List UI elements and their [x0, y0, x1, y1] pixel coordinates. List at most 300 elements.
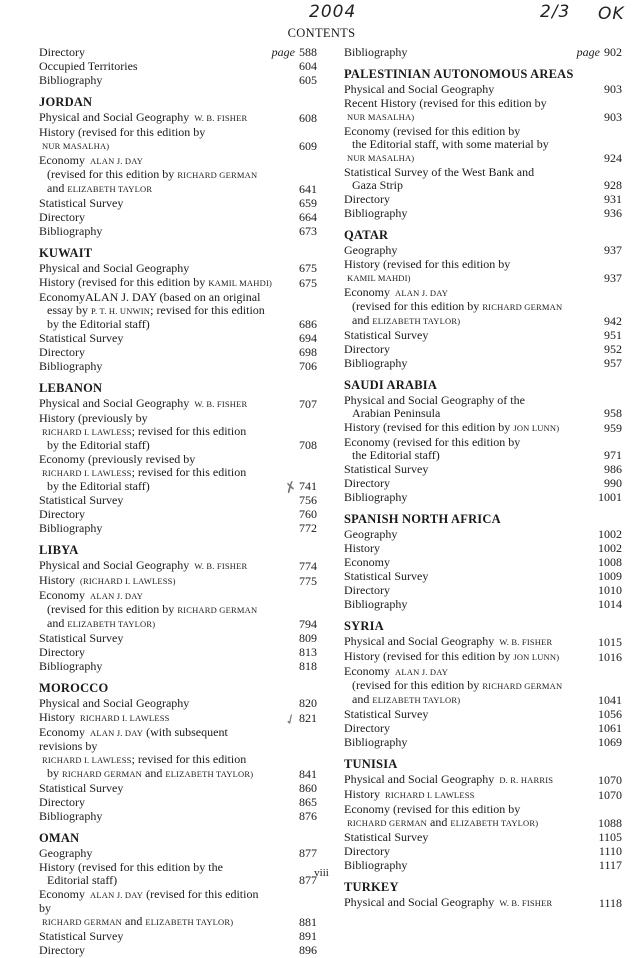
- page-number: [299, 112, 317, 125]
- page-number: [299, 439, 317, 452]
- entry-line: [344, 179, 578, 192]
- entry-text: Economy (revised for this edition by: [344, 802, 521, 816]
- country-heading: MOROCCO: [39, 681, 109, 695]
- entry-title: [344, 357, 578, 370]
- page-number: [299, 810, 317, 823]
- entry-line: [39, 154, 273, 168]
- entry-line: [344, 193, 578, 206]
- author-name: ELIZABETH TAYLOR): [165, 769, 254, 779]
- entry-title: [39, 660, 273, 673]
- entry-text: History (revised for this edition by: [344, 420, 514, 434]
- pencil-tick-mark-icon: ✓: [282, 710, 300, 730]
- entry-line: [344, 679, 578, 693]
- page-number: [299, 480, 317, 493]
- author-name: RICHARD I. LAWLESS: [42, 468, 132, 478]
- page-value: 756: [299, 493, 317, 507]
- entry-title: [344, 394, 578, 420]
- page-value: 952: [604, 342, 622, 356]
- page-number: [598, 736, 622, 749]
- entry-title: [344, 477, 578, 490]
- toc-entry[interactable]: [39, 225, 317, 238]
- entry-title: [344, 736, 578, 749]
- entry-title: [344, 896, 578, 910]
- entry-title: [39, 697, 273, 710]
- page-value: 1016: [598, 650, 622, 664]
- toc-entry[interactable]: [344, 556, 622, 569]
- toc-entry[interactable]: [39, 111, 317, 125]
- entry-text: Bibliography: [39, 224, 103, 238]
- page-value: 1056: [598, 707, 622, 721]
- entry-text: History (revised for this edition by: [39, 125, 206, 139]
- entry-line: [344, 477, 578, 490]
- entry-title: [344, 584, 578, 597]
- entry-text: Economy: [39, 153, 85, 167]
- entry-text: Bibliography: [344, 597, 408, 611]
- entry-text: History: [344, 787, 380, 801]
- entry-title: [39, 810, 273, 823]
- entry-title: [39, 796, 273, 809]
- entry-text: and: [122, 914, 146, 928]
- entry-line: [344, 773, 578, 787]
- entry-line: [344, 329, 578, 342]
- toc-entry[interactable]: [344, 665, 622, 707]
- country-heading: LEBANON: [39, 381, 103, 395]
- page-number: [598, 491, 622, 504]
- toc-entry[interactable]: [39, 646, 317, 659]
- entry-title: [39, 197, 273, 210]
- page-value: 860: [299, 781, 317, 795]
- page-number: [299, 660, 317, 673]
- entry-line: [39, 466, 273, 480]
- author-name: KAMIL MAHDI): [208, 278, 273, 288]
- entry-title: [344, 635, 578, 649]
- page-number: [299, 930, 317, 943]
- entry-text: Recent History (revised for this edition by: [344, 96, 547, 110]
- entry-line: [344, 97, 578, 110]
- page-value: 809: [299, 631, 317, 645]
- toc-entry[interactable]: [344, 788, 622, 802]
- author-name: ELIZABETH TAYLOR): [372, 316, 461, 326]
- entry-title: [344, 125, 578, 165]
- toc-entry[interactable]: [39, 211, 317, 224]
- page-value: 694: [299, 331, 317, 345]
- page-value: 891: [299, 929, 317, 943]
- entry-text: Bibliography: [39, 521, 103, 535]
- entry-text: Editorial staff): [47, 873, 118, 887]
- page-number: [599, 897, 622, 910]
- page-value: 818: [299, 659, 317, 673]
- entry-title: [39, 589, 273, 631]
- toc-entry[interactable]: [39, 508, 317, 521]
- entry-line: [39, 767, 273, 781]
- entry-title: [344, 207, 578, 220]
- contents-column-left: [39, 46, 317, 958]
- author-name: RICHARD GERMAN: [62, 769, 143, 779]
- toc-entry[interactable]: [39, 453, 317, 493]
- entry-text: Directory: [39, 943, 85, 957]
- page-number: [299, 782, 317, 795]
- toc-entry[interactable]: [344, 193, 622, 206]
- entry-title: [39, 276, 273, 290]
- toc-entry[interactable]: [344, 463, 622, 476]
- entry-text: Physical and Social Geography: [344, 895, 495, 909]
- entry-line: [344, 556, 578, 569]
- page-value: 865: [299, 795, 317, 809]
- toc-entry[interactable]: [344, 421, 622, 435]
- toc-entry[interactable]: [344, 708, 622, 721]
- entry-text: and: [427, 815, 451, 829]
- page-number: [272, 46, 317, 59]
- page-value: 1009: [598, 569, 622, 583]
- toc-entry[interactable]: [39, 197, 317, 210]
- page-value: 841: [299, 767, 317, 781]
- page-number: [299, 60, 317, 73]
- toc-entry[interactable]: [39, 154, 317, 196]
- author-name: ALAN J. DAY: [395, 288, 449, 298]
- toc-entry[interactable]: [39, 60, 317, 73]
- toc-entry[interactable]: [39, 291, 317, 331]
- page-value: 794: [299, 617, 317, 631]
- entry-title: [39, 847, 273, 860]
- page-value: 675: [299, 276, 317, 290]
- page-number: [598, 789, 622, 802]
- entry-line: [344, 803, 578, 816]
- author-name: JON LUNN): [513, 423, 560, 433]
- entry-text: Geography: [39, 846, 93, 860]
- toc-entry[interactable]: [39, 46, 317, 59]
- toc-entry[interactable]: [344, 803, 622, 830]
- toc-entry[interactable]: [344, 394, 622, 420]
- author-name: ALAN J. DAY: [90, 591, 144, 601]
- toc-entry[interactable]: [344, 598, 622, 611]
- entry-text: Economy: [39, 725, 85, 739]
- country-heading: TURKEY: [344, 880, 399, 894]
- entry-text: Statistical Survey: [344, 569, 429, 583]
- entry-title: [344, 83, 578, 96]
- toc-entry[interactable]: [39, 559, 317, 573]
- toc-entry[interactable]: [39, 412, 317, 452]
- toc-entry[interactable]: [344, 357, 622, 370]
- entry-title: [344, 258, 578, 285]
- author-name: (RICHARD I. LAWLESS): [80, 576, 176, 586]
- author-name: ELIZABETH TAYLOR): [450, 818, 539, 828]
- page-number: [604, 357, 622, 370]
- entry-line: [39, 522, 273, 535]
- page-number-footer: viii: [314, 867, 329, 879]
- toc-entry[interactable]: [344, 542, 622, 555]
- toc-entry[interactable]: [39, 360, 317, 373]
- toc-entry[interactable]: [344, 97, 622, 124]
- page-number: [577, 46, 622, 59]
- entry-text: Economy: [344, 555, 390, 569]
- entry-title: [39, 574, 273, 588]
- toc-entry[interactable]: [344, 635, 622, 649]
- entry-title: [344, 286, 578, 328]
- entry-line: [344, 491, 578, 504]
- toc-entry[interactable]: [344, 343, 622, 356]
- page-value: 931: [604, 192, 622, 206]
- entry-line: [39, 847, 273, 860]
- author-name: RICHARD GERMAN: [347, 818, 428, 828]
- entry-line: [39, 660, 273, 673]
- toc-entry[interactable]: [39, 494, 317, 507]
- entry-text: by the Editorial staff): [47, 479, 150, 493]
- author-name: RICHARD I. LAWLESS: [42, 427, 132, 437]
- page-value: 772: [299, 521, 317, 535]
- page-value: 1118: [598, 896, 622, 910]
- toc-entry[interactable]: [39, 397, 317, 411]
- toc-entry[interactable]: [39, 930, 317, 943]
- entry-title: [39, 211, 273, 224]
- page-value: 928: [604, 178, 622, 192]
- page-number: [299, 225, 317, 238]
- page-value: 1015: [598, 635, 622, 649]
- entry-line: [39, 711, 273, 725]
- entry-text: Physical and Social Geography: [39, 696, 190, 710]
- entry-title: [344, 166, 578, 192]
- toc-entry[interactable]: [344, 207, 622, 220]
- toc-entry[interactable]: [39, 126, 317, 153]
- toc-entry[interactable]: [344, 46, 622, 59]
- page-number: [299, 646, 317, 659]
- entry-text: Occupied Territories: [39, 59, 138, 73]
- entry-text: and: [142, 766, 166, 780]
- toc-entry[interactable]: [344, 584, 622, 597]
- entry-text: Directory: [39, 45, 85, 59]
- page-number: [604, 422, 622, 435]
- entry-line: [39, 111, 273, 125]
- entry-text: Economy: [39, 887, 85, 901]
- entry-line: [39, 930, 273, 943]
- page-value: 1088: [598, 816, 622, 830]
- toc-entry[interactable]: [39, 74, 317, 87]
- entry-title: [39, 453, 273, 493]
- entry-text: ; revised for this edition: [131, 752, 247, 766]
- toc-entry[interactable]: [344, 831, 622, 844]
- entry-title: [344, 556, 578, 569]
- toc-entry[interactable]: [344, 528, 622, 541]
- page-value: 608: [299, 111, 317, 125]
- entry-line: [39, 944, 273, 957]
- toc-entry[interactable]: [344, 650, 622, 664]
- page-value: 1002: [598, 541, 622, 555]
- author-name: W. B. FISHER: [194, 561, 248, 571]
- author-name: JON LUNN): [513, 652, 560, 662]
- page-number: [299, 768, 317, 781]
- page-number: [604, 407, 622, 420]
- page-value: 821: [299, 711, 317, 725]
- entry-line: [39, 139, 273, 153]
- toc-entry[interactable]: [344, 491, 622, 504]
- entry-title: [344, 491, 578, 504]
- entry-text: Physical and Social Geography: [344, 82, 495, 96]
- page-value: 1069: [598, 735, 622, 749]
- entry-text: Economy (revised for this edition by: [344, 124, 521, 138]
- toc-entry[interactable]: [39, 332, 317, 345]
- entry-line: [344, 46, 552, 59]
- page-number: [299, 712, 317, 725]
- toc-entry[interactable]: [39, 810, 317, 823]
- toc-entry[interactable]: [39, 574, 317, 588]
- entry-title: [39, 126, 273, 153]
- page-number: [299, 140, 317, 153]
- entry-line: [39, 425, 273, 439]
- entry-text: Statistical Survey: [344, 328, 429, 342]
- entry-title: [39, 397, 273, 411]
- entry-text: Economy: [39, 290, 85, 304]
- page-title: CONTENTS: [287, 26, 356, 40]
- entry-text: Economy: [344, 285, 390, 299]
- entry-text: Physical and Social Geography: [39, 261, 190, 275]
- toc-entry[interactable]: [39, 660, 317, 673]
- entry-text: (revised for this edition by: [352, 299, 483, 313]
- entry-title: [39, 60, 273, 73]
- toc-entry[interactable]: [344, 896, 622, 910]
- page-number: [604, 463, 622, 476]
- entry-line: [39, 494, 273, 507]
- entry-line: [39, 318, 273, 331]
- page-number: [604, 193, 622, 206]
- page-value: 1014: [598, 597, 622, 611]
- toc-entry[interactable]: [344, 286, 622, 328]
- page-number: [604, 343, 622, 356]
- toc-entry[interactable]: [39, 782, 317, 795]
- toc-entry[interactable]: [39, 847, 317, 860]
- entry-text: Bibliography: [344, 858, 408, 872]
- toc-entry[interactable]: [344, 736, 622, 749]
- entry-title: [39, 111, 273, 125]
- toc-entry[interactable]: [344, 83, 622, 96]
- entry-text: and: [47, 616, 68, 630]
- toc-entry[interactable]: [344, 436, 622, 462]
- entry-line: [39, 603, 273, 617]
- author-name: RICHARD I. LAWLESS: [385, 790, 475, 800]
- entry-text: (revised for this edition by: [47, 167, 178, 181]
- page-number: [604, 152, 622, 165]
- entry-title: [344, 788, 578, 802]
- toc-entry[interactable]: [344, 845, 622, 858]
- entry-text: the Editorial staff): [352, 448, 440, 462]
- entry-line: [39, 225, 273, 238]
- page-value: 673: [299, 224, 317, 238]
- toc-entry[interactable]: [344, 722, 622, 735]
- country-heading: SAUDI ARABIA: [344, 378, 438, 392]
- toc-entry[interactable]: [344, 244, 622, 257]
- entry-title: [39, 632, 273, 645]
- toc-entry[interactable]: [39, 632, 317, 645]
- page-value: 937: [604, 271, 622, 285]
- entry-line: [39, 397, 273, 411]
- entry-text: Directory: [344, 721, 390, 735]
- toc-entry[interactable]: [39, 276, 317, 290]
- toc-entry[interactable]: [39, 697, 317, 710]
- handwritten-number: 2/3: [540, 2, 571, 22]
- page-value: 604: [299, 59, 317, 73]
- page-value: 942: [604, 314, 622, 328]
- author-name: P. T. H. UNWIN: [91, 306, 151, 316]
- page-value: 937: [604, 243, 622, 257]
- page-number: [598, 584, 622, 597]
- author-name: RICHARD GERMAN: [482, 681, 563, 691]
- entry-title: [344, 542, 578, 555]
- page-number: [299, 360, 317, 373]
- entry-line: [344, 722, 578, 735]
- entry-line: [39, 915, 273, 929]
- entry-text: essay by: [47, 303, 91, 317]
- toc-entry[interactable]: [39, 944, 317, 957]
- toc-entry[interactable]: [39, 796, 317, 809]
- entry-line: [39, 182, 273, 196]
- entry-title: [39, 888, 273, 929]
- entry-line: [344, 816, 578, 830]
- page-value: 813: [299, 645, 317, 659]
- entry-text: the Editorial staff, with some material by: [352, 137, 549, 151]
- toc-entry[interactable]: [344, 329, 622, 342]
- entry-line: [344, 110, 578, 124]
- page-value: 1010: [598, 583, 622, 597]
- author-name: W. B. FISHER: [194, 113, 248, 123]
- entry-text: Directory: [344, 844, 390, 858]
- entry-text: Directory: [39, 210, 85, 224]
- author-name: ALAN J. DAY: [395, 667, 449, 677]
- page-number: [604, 449, 622, 462]
- toc-entry[interactable]: [39, 346, 317, 359]
- toc-entry[interactable]: [39, 589, 317, 631]
- entry-text: Statistical Survey: [39, 781, 124, 795]
- page-value: 698: [299, 345, 317, 359]
- author-name: W. B. FISHER: [499, 637, 553, 647]
- entry-line: [39, 697, 273, 710]
- entry-text: History (revised for this edition by: [39, 275, 209, 289]
- entry-line: [39, 360, 273, 373]
- entry-line: [39, 332, 273, 345]
- toc-entry[interactable]: [39, 522, 317, 535]
- toc-entry[interactable]: [39, 726, 317, 781]
- entry-text: and: [352, 313, 373, 327]
- toc-entry[interactable]: [39, 262, 317, 275]
- page-number: [604, 111, 622, 124]
- entry-line: [344, 244, 578, 257]
- toc-entry[interactable]: [344, 773, 622, 787]
- toc-entry[interactable]: [344, 166, 622, 192]
- entry-title: [344, 193, 578, 206]
- toc-entry[interactable]: [344, 258, 622, 285]
- toc-entry[interactable]: [344, 125, 622, 165]
- page-value: 902: [604, 45, 622, 59]
- entry-title: [344, 528, 578, 541]
- country-heading: JORDAN: [39, 95, 93, 109]
- toc-entry[interactable]: [344, 570, 622, 583]
- toc-entry[interactable]: [39, 888, 317, 929]
- page-number: [604, 207, 622, 220]
- entry-line: [39, 888, 273, 915]
- entry-line: [344, 83, 578, 96]
- country-heading: LIBYA: [39, 543, 79, 557]
- author-name: ALAN J. DAY: [90, 156, 144, 166]
- entry-line: [344, 708, 578, 721]
- entry-line: [344, 570, 578, 583]
- entry-line: [39, 726, 273, 753]
- entry-text: and: [352, 692, 373, 706]
- page-value: 903: [604, 82, 622, 96]
- page-value: 971: [604, 448, 622, 462]
- entry-line: [39, 439, 273, 452]
- entry-line: [344, 528, 578, 541]
- toc-entry[interactable]: [344, 477, 622, 490]
- toc-entry[interactable]: [39, 711, 317, 725]
- entry-line: [39, 211, 273, 224]
- entry-text: Bibliography: [344, 206, 408, 220]
